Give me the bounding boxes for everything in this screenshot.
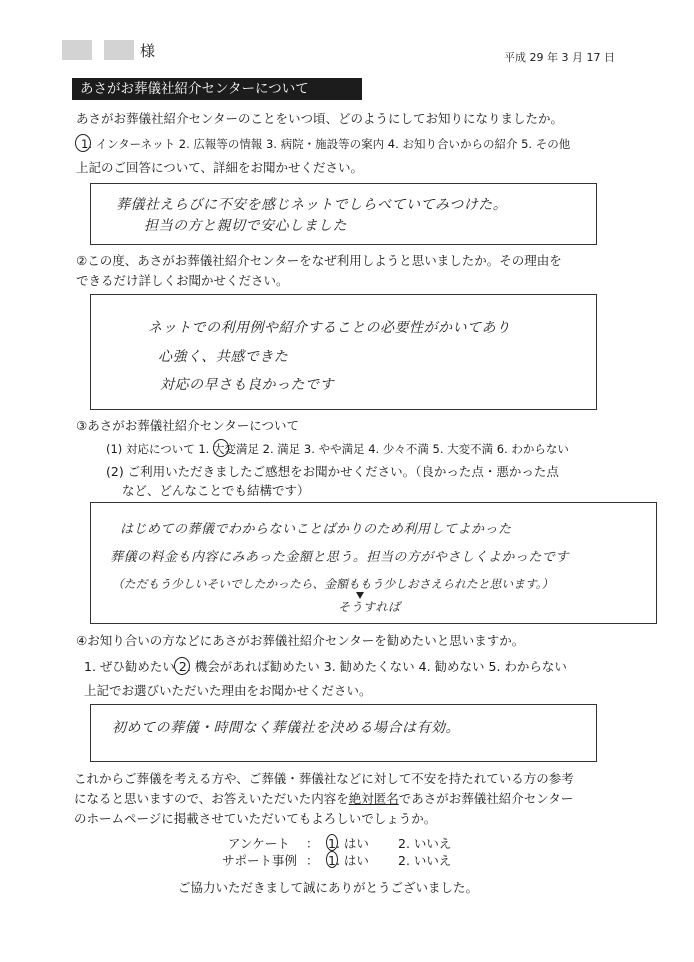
q1-answer-line-1: 葬儀社えらびに不安を感じネットでしらべていてみつけた。 <box>116 197 508 213</box>
q1-detail-prompt: 上記のご回答について、詳細をお聞かせください。 <box>76 160 364 175</box>
redacted-name-block-1 <box>62 40 92 60</box>
q2-answer-line-1: ネットでの利用例や紹介することの必要性がかいてあり <box>148 320 511 336</box>
closing-line-3: のホームページに掲載させていただいてもよろしいでしょうか。 <box>74 811 437 826</box>
q1-question: あさがお葬儀社紹介センターのことをいつ頃、どのようにしてお知りになりましたか。 <box>76 111 564 126</box>
q4-answer-line-1: 初めての葬儀・時間なく葬儀社を決める場合は有効。 <box>112 720 460 736</box>
consent-support-colon: ： <box>306 853 319 868</box>
q3-answer-line-1: はじめての葬儀でわからないことばかりのため利用してよかった <box>120 522 512 537</box>
closing-line-2 <box>74 791 573 807</box>
q3-answer-line-4: そうすれば <box>338 600 401 614</box>
q2-question-line-2: できるだけ詳しくお聞かせください。 <box>76 273 289 288</box>
q2-answer-line-3: 対応の早さも良かったです <box>160 377 334 393</box>
q3-sub2-line-2: など、どんなことでも結構です） <box>122 483 310 498</box>
q3-sub1: (1) 対応について 1. 大変満足 2. 満足 3. やや満足 4. 少々不満 5. 大変不満 6. わからない <box>106 442 569 456</box>
closing-line-2-pre: になると思いますので、お答えいただいた内容を <box>74 791 349 806</box>
closing-line-2-post: であさがお葬儀社紹介センター <box>398 791 574 806</box>
consent-survey-colon: ： <box>306 836 319 851</box>
consent-support-yes: 1. はい <box>328 853 369 868</box>
q4-options: 1. ぜひ勧めたい 2. 機会があれば勧めたい 3. 勧めたくない 4. 勧めない 5. わからない <box>84 659 567 674</box>
section-title: あさがお葬儀社紹介センターについて <box>72 78 362 100</box>
closing-line-1: これからご葬儀を考える方や、ご葬儀・葬儀社などに対して不安を持たれている方の参考 <box>74 771 574 786</box>
q4-reason-prompt: 上記でお選びいただいた理由をお聞かせください。 <box>84 683 372 698</box>
thanks-message: ご協力いただきまして誠にありがとうございました。 <box>178 880 479 895</box>
q2-question-line-1: ②この度、あさがお葬儀社紹介センターをなぜ利用しようと思いましたか。その理由を <box>76 253 562 268</box>
redacted-name-block-2 <box>104 40 134 60</box>
honorific: 様 <box>140 42 156 60</box>
q4-question: ④お知り合いの方などにあさがお葬儀社紹介センターを勧めたいと思いますか。 <box>76 633 525 648</box>
survey-date: 平成 29 年 3 月 17 日 <box>504 51 615 64</box>
q1-answer-line-2: 担当の方と親切で安心しました <box>144 218 347 234</box>
consent-survey-no: 2. いいえ <box>398 836 452 851</box>
q3-sub2-line-1: (2) ご利用いただきましたご感想をお聞かせください。（良かった点・悪かった点 <box>106 464 559 479</box>
consent-support-no: 2. いいえ <box>398 853 452 868</box>
q2-answer-line-2: 心強く、共感できた <box>158 349 289 365</box>
q1-answer-box <box>90 183 597 245</box>
consent-survey-yes: 1. はい <box>328 836 369 851</box>
q3-question: ③あさがお葬儀社紹介センターについて <box>76 418 299 433</box>
q3-answer-line-2: 葬儀の料金も内容にみあった金額と思う。担当の方がやさしくよかったです <box>110 550 569 565</box>
consent-survey-label: アンケート <box>228 836 290 851</box>
absolute-anonymity-emphasis: 絶対匿名 <box>348 791 399 806</box>
q1-options: 1. インターネット 2. 広報等の情報 3. 病院・施設等の案内 4. お知り合いからの紹介 5. その他 <box>81 137 571 151</box>
consent-support-label: サポート事例 <box>222 853 298 868</box>
q3-answer-line-3: （ただもう少しいそいでしたかったら、金額ももう少しおさえられたと思います。） <box>112 577 554 591</box>
